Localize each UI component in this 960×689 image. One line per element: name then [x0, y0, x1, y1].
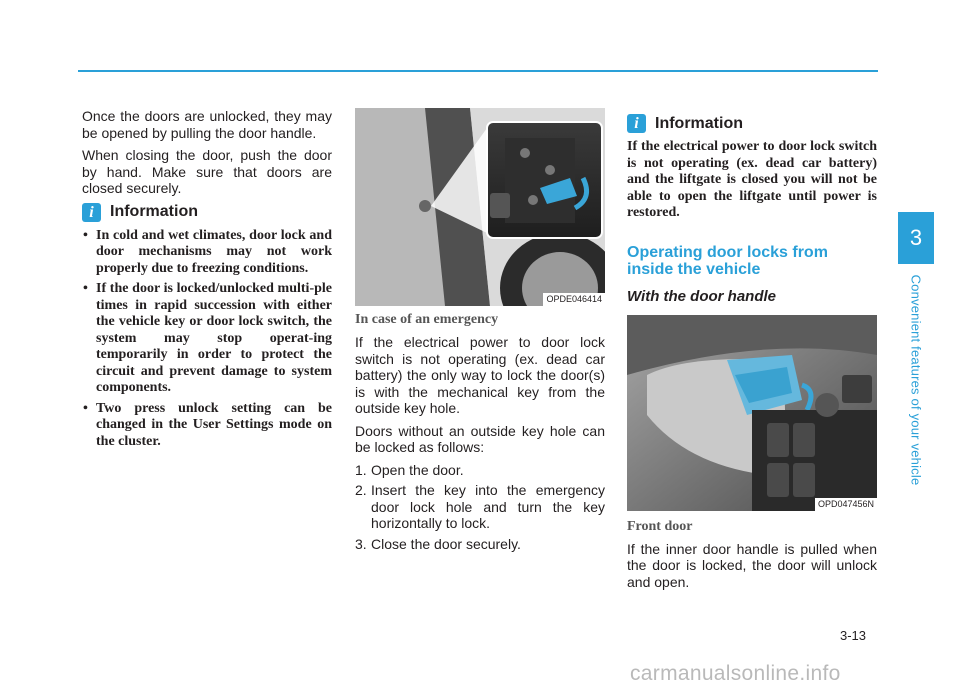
information-title: Information — [110, 203, 198, 220]
chapter-number-tab: 3 — [898, 212, 934, 264]
inner-door-handle-illustration — [627, 315, 877, 511]
step-number: 3. — [355, 535, 367, 552]
chapter-name: Convenient features of your vehicle — [908, 274, 924, 486]
step-number: 2. — [355, 482, 367, 498]
list-item — [355, 536, 605, 553]
column-left — [82, 108, 332, 454]
info-icon: i — [627, 114, 646, 133]
steps-list — [355, 462, 605, 553]
header-rule — [78, 70, 878, 72]
step-text: Close the door securely. — [371, 535, 521, 552]
information-heading — [627, 114, 877, 133]
door-emergency-lock-illustration — [355, 108, 605, 306]
emergency-paragraph-1: If the electrical power to door lock switch is not operating (ex. dead car battery) the only way to lock the door(s) is with the mechanical key from the outside key hole. — [355, 334, 605, 416]
emergency-paragraph-2: Doors without an outside key hole can be locked as follows: — [355, 422, 605, 455]
list-item: • If the door is locked/unlocked multi-ple times in rapid succession with either the vehicle key or door lock switch, the system may stop operat-ing temporarily in order to protect the circuit and prevent damage to system components. — [82, 281, 332, 397]
step-text: Insert the key into the emergency door lock hole and turn the key horizontally to lock. — [371, 482, 605, 531]
intro-paragraph-1: Once the doors are unlocked, they may be opened by pulling the door handle. — [82, 108, 332, 141]
emergency-subheading: In case of an emergency — [355, 312, 499, 327]
list-item — [355, 482, 605, 532]
info-icon: i — [82, 203, 101, 222]
list-item: • Two press unlock setting can be changed in the User Settings mode on the cluster. — [82, 401, 332, 451]
list-item — [355, 462, 605, 479]
inner-door-handle-photo — [627, 315, 877, 511]
information-list — [82, 228, 332, 451]
list-item: • In cold and wet climates, door lock and door mechanisms may not work properly due to freezing conditions. — [82, 228, 332, 278]
intro-paragraph-2: When closing the door, push the door by hand. Make sure that doors are closed securely. — [82, 147, 332, 196]
image-code: OPDE046414 — [543, 293, 605, 306]
image-code: OPD047456N — [815, 498, 877, 511]
column-right — [627, 108, 877, 596]
information-text: If the electrical power to door lock switch is not operating (ex. dead car battery) and the liftgate is closed you will not be able to open the liftgate until power is restored. — [627, 139, 877, 220]
watermark-text: carmanualsonline.info — [630, 662, 841, 685]
front-door-paragraph: If the inner door handle is pulled when the door is locked, the door will unlock and open. — [627, 540, 877, 590]
step-number: 1. — [355, 461, 367, 478]
page-number: 3-13 — [840, 628, 867, 643]
column-middle — [355, 108, 605, 556]
information-heading — [82, 203, 332, 222]
section-title: Operating door locks from inside the vehicle — [627, 243, 828, 278]
information-title: Information — [655, 114, 743, 132]
door-emergency-lock-photo — [355, 108, 605, 306]
front-door-subheading: Front door — [627, 518, 693, 534]
step-text: Open the door. — [371, 461, 464, 478]
door-handle-subheading: With the door handle — [627, 287, 777, 305]
